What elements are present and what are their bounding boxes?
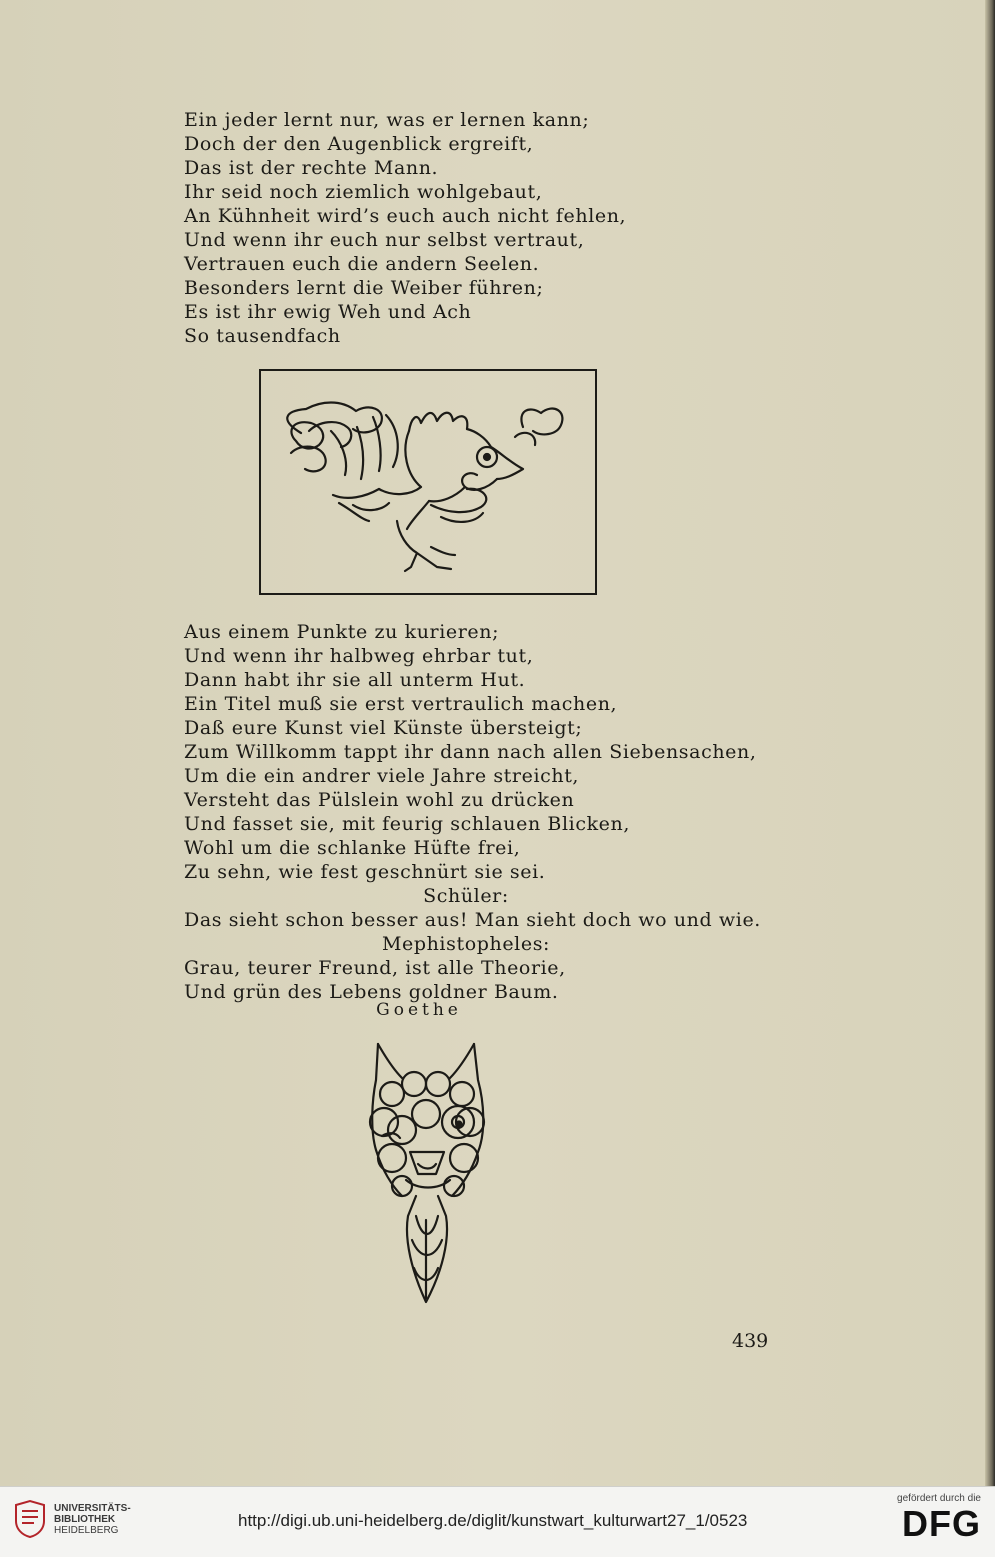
poem-line: Vertrauen euch die andern Seelen. (184, 253, 540, 275)
poem-line: Um die ein andrer viele Jahre streicht, (184, 765, 580, 787)
framed-illustration (259, 369, 597, 595)
poem-line: Und wenn ihr halbweg ehrbar tut, (184, 645, 534, 667)
library-logo[interactable] (12, 1499, 162, 1545)
poem-line: Dann habt ihr sie all unterm Hut. (184, 669, 526, 691)
poem-line: Versteht das Pülslein wohl zu drücken (184, 789, 575, 811)
footer-bar (0, 1486, 995, 1557)
library-emblem-icon (12, 1499, 48, 1539)
dfg-credit[interactable] (871, 1493, 981, 1544)
poem-line: Das ist der rechte Mann. (184, 157, 439, 179)
poem-line: Zu sehn, wie fest geschnürt sie sei. (184, 861, 546, 883)
poem-line: Aus einem Punkte zu kurieren; (184, 621, 500, 643)
poem-top (184, 108, 626, 348)
poem-line: Wohl um die schlanke Hüfte frei, (184, 837, 521, 859)
speaker-student: Schüler: (423, 885, 509, 907)
poem-line: Grau, teurer Freund, ist alle Theorie, (184, 957, 566, 979)
poem-line: Daß eure Kunst viel Künste übersteigt; (184, 717, 583, 739)
page-number: 439 (732, 1330, 769, 1352)
permalink-url[interactable]: http://digi.ub.uni-heidelberg.de/diglit/kunstwart_kulturwart27_1/0523 (238, 1511, 748, 1530)
author-name: Goethe (376, 1000, 462, 1020)
poem-line: Ein Titel muß sie erst vertraulich machen, (184, 693, 618, 715)
library-name (54, 1503, 131, 1536)
poem-line: So tausendfach (184, 325, 341, 347)
speaker-mephisto: Mephistopheles: (381, 933, 551, 955)
funded-by-label: gefördert durch die (897, 1493, 981, 1504)
poem-bottom (184, 620, 761, 1004)
poem-line: Doch der den Augenblick ergreift, (184, 133, 534, 155)
poem-line: Besonders lernt die Weiber führen; (184, 277, 544, 299)
poem-line: An Kühnheit wird’s euch auch nicht fehlen, (184, 205, 627, 227)
library-line-2: BIBLIOTHEK (54, 1514, 116, 1525)
poem-line: Ihr seid noch ziemlich wohlgebaut, (184, 181, 543, 203)
poem-line: Zum Willkomm tappt ihr dann nach allen Siebensachen, (184, 741, 757, 763)
bird-flower-drawing (261, 371, 595, 593)
poem-line: Und fasset sie, mit feurig schlauen Blicken, (184, 813, 631, 835)
poem-line: Es ist ihr ewig Weh und Ach (184, 301, 472, 323)
poem-line: Und wenn ihr euch nur selbst vertraut, (184, 229, 585, 251)
poem-line: Das sieht schon besser aus! Man sieht doch wo und wie. (184, 909, 761, 931)
mask-ornament-drawing (362, 1040, 502, 1308)
poem-line: Und grün des Lebens goldner Baum. (184, 981, 559, 1003)
poem-line: Ein jeder lernt nur, was er lernen kann; (184, 109, 590, 131)
dfg-logo: DFG (902, 1503, 981, 1544)
page-edge-shadow (985, 0, 995, 1486)
library-line-1: UNIVERSITÄTS- (54, 1503, 131, 1514)
library-line-3: HEIDELBERG (54, 1525, 119, 1536)
